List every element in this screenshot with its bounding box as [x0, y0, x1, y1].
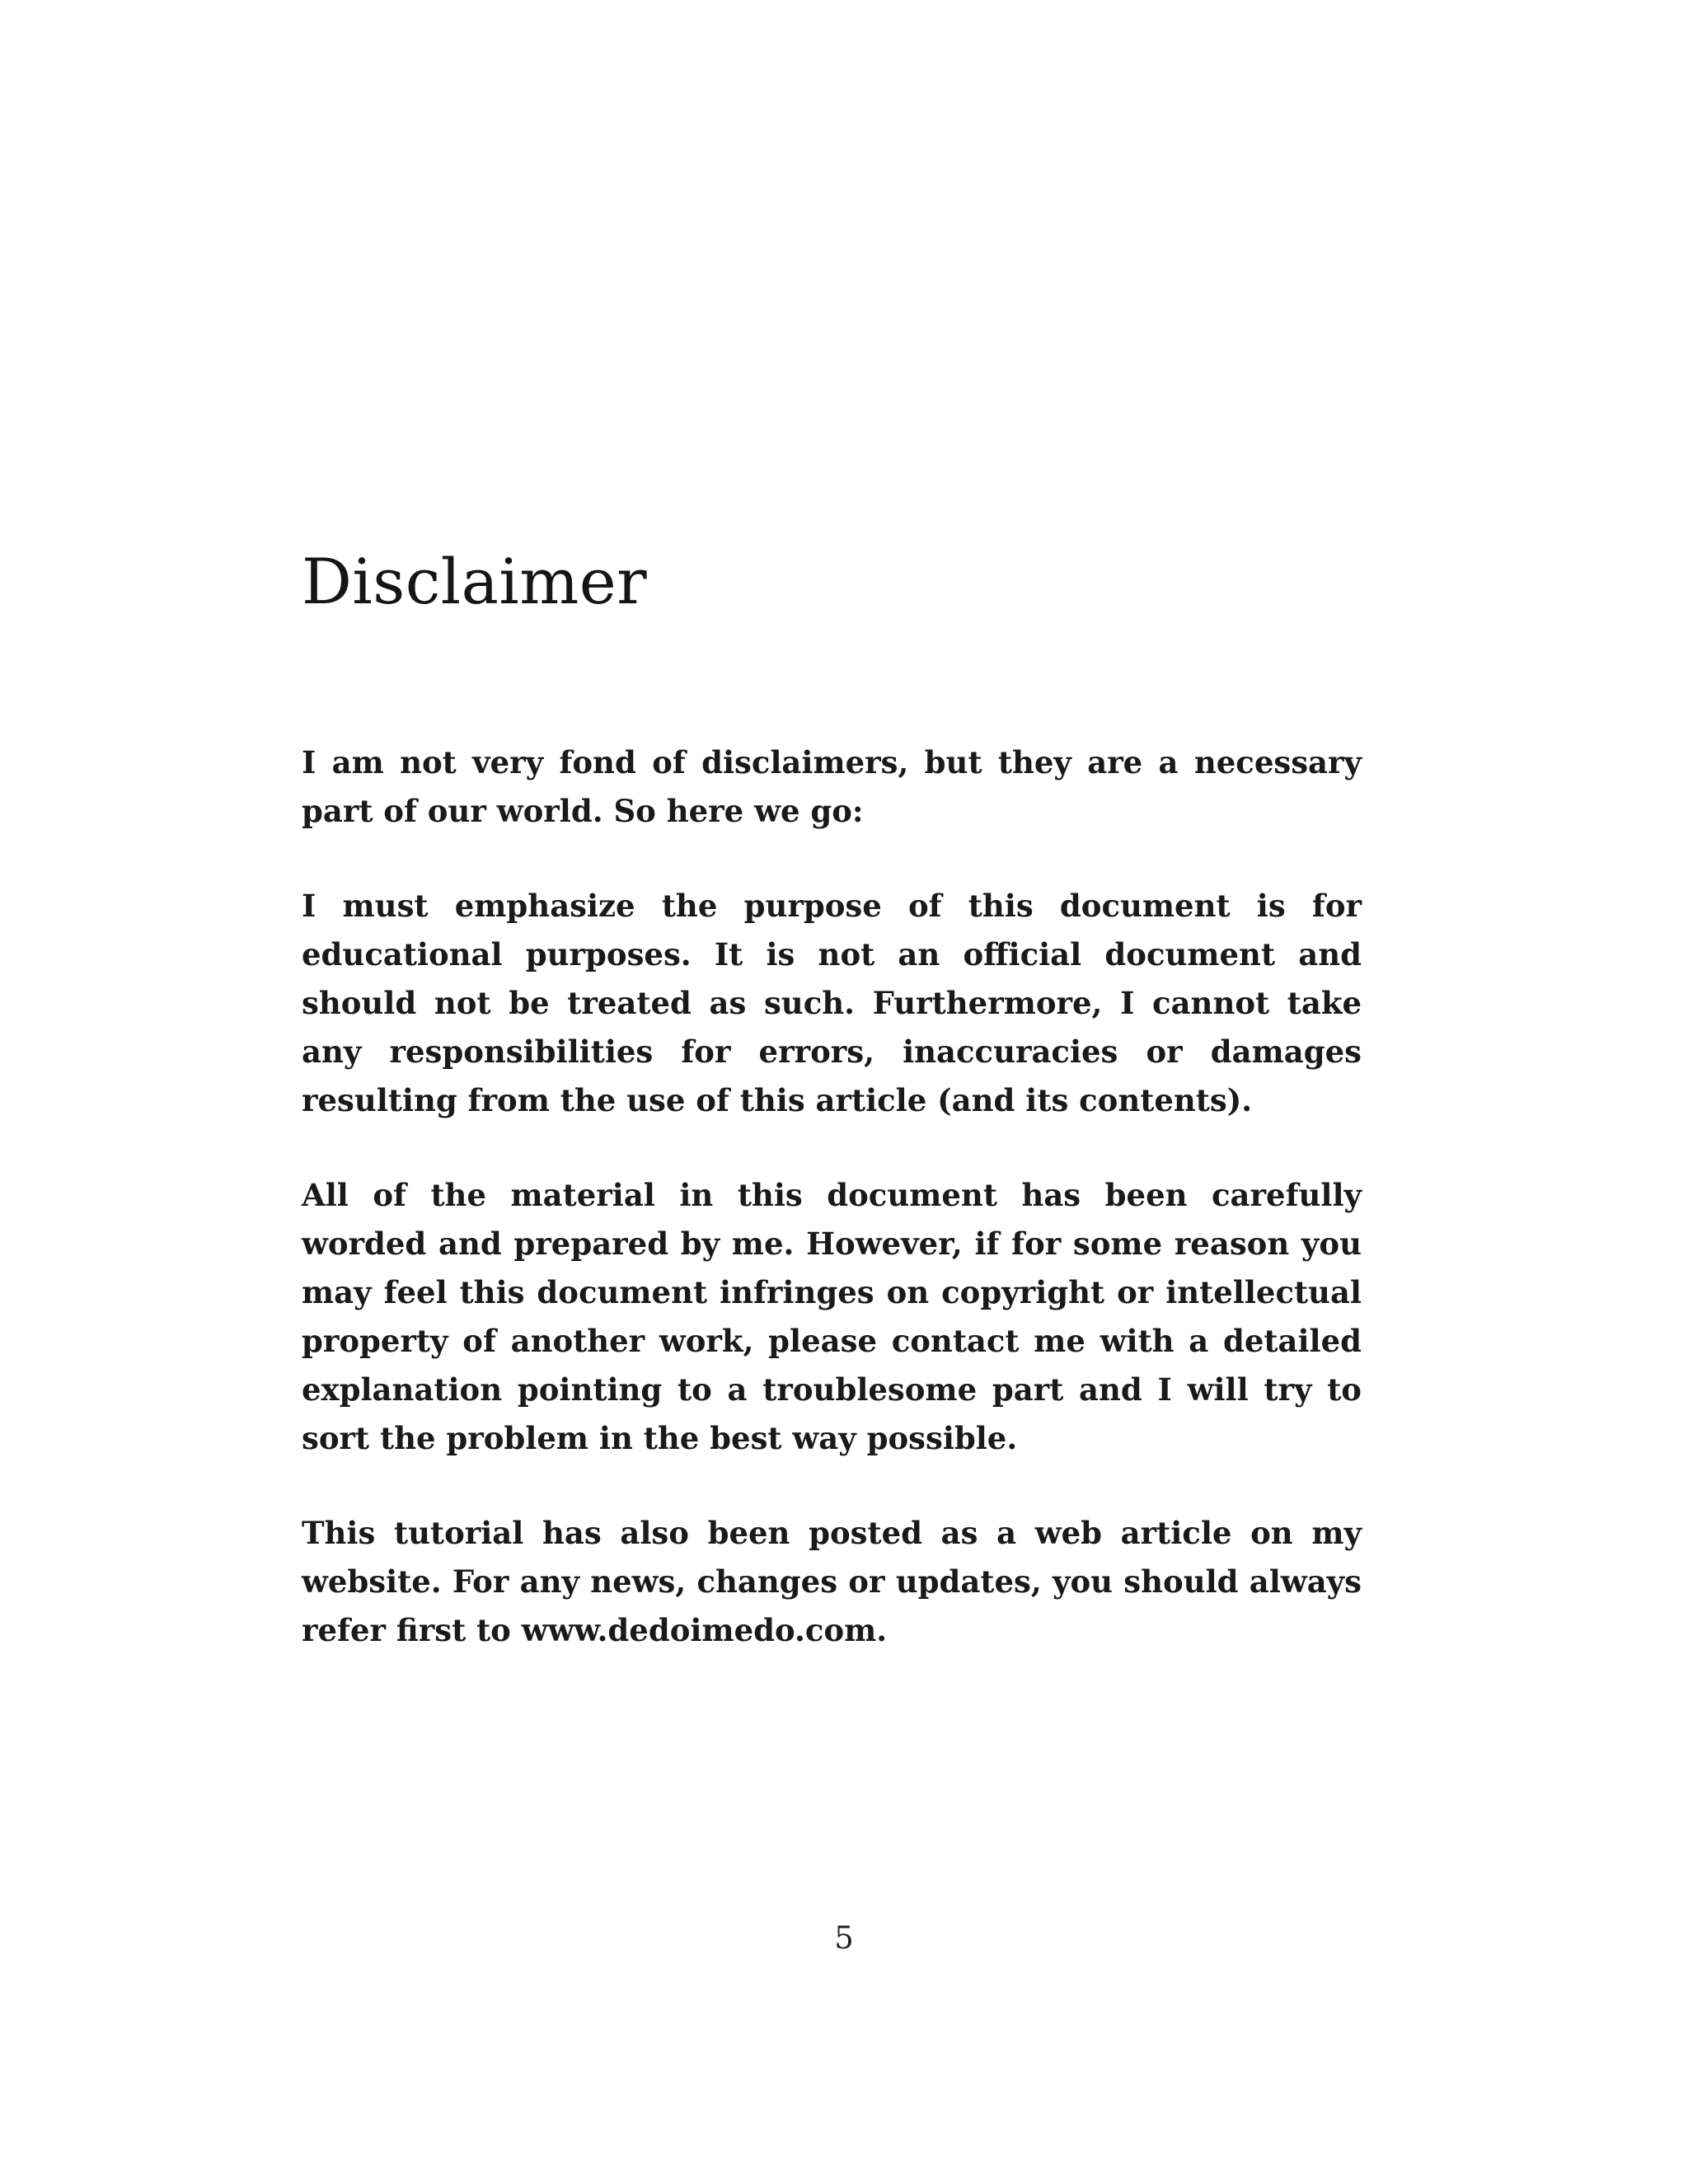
paragraph-copyright: All of the material in this document has been carefully worded and prepared by me. However, if for some reason you may feel this document infringes on copyright or intellectual property of another work, please contact me with a detailed explanation pointing to a troublesome part and I will try to sort the problem in the best way possible.: [302, 1177, 1362, 1456]
paragraph-purpose: I must emphasize the purpose of this document is for educational purposes. It is not an official document and should not be treated as such. Furthermore, I cannot take any responsibilities for errors, inaccuracies or damages resulting from the use of this article (and its contents).: [302, 888, 1362, 1118]
paragraph-website: This tutorial has also been posted as a web article on my website. For any news, changes or updates, you should always refer first to www.dedoimedo.com.: [302, 1515, 1362, 1648]
paragraph-intro: I am not very fond of disclaimers, but they are a necessary part of our world. So here we go:: [302, 744, 1362, 829]
disclaimer-body: [302, 738, 1362, 1701]
page-title: Disclaimer: [302, 545, 648, 618]
page-number: 5: [834, 1920, 854, 1956]
